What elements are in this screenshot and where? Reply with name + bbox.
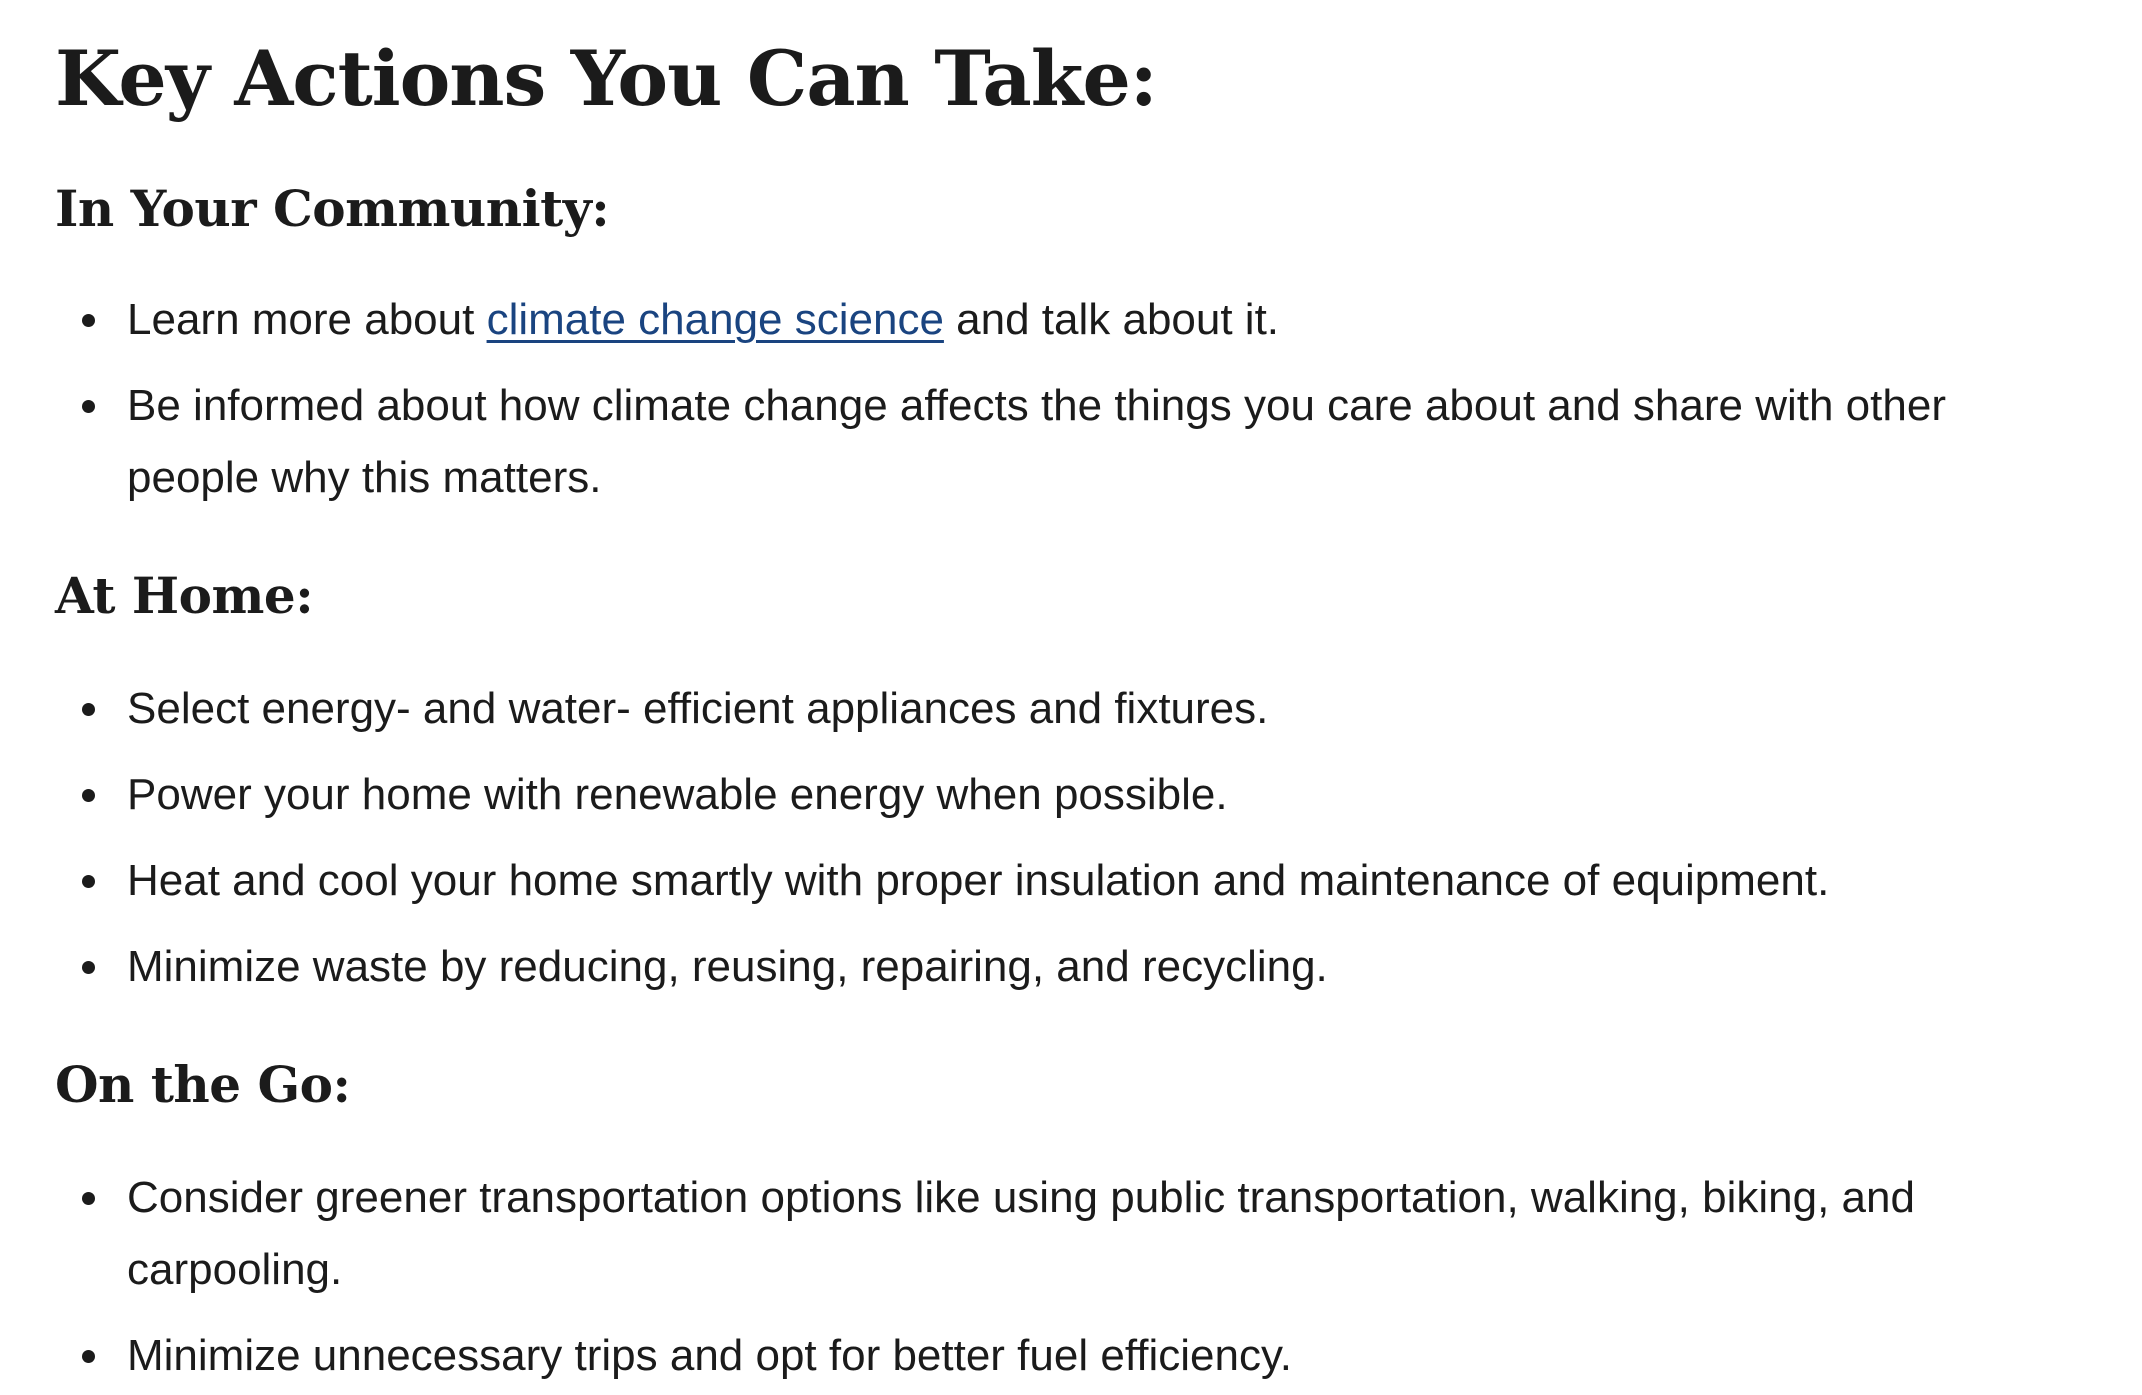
- at-home-list: [55, 673, 2045, 1003]
- community-heading: In Your Community:: [55, 179, 610, 238]
- list-item-text: Minimize unnecessary trips and opt for better fuel efficiency.: [127, 1331, 1292, 1380]
- page-title: Key Actions You Can Take:: [55, 34, 1157, 123]
- bullet-icon: [82, 400, 95, 413]
- list-item: [55, 931, 2045, 1003]
- bullet-icon: [82, 789, 95, 802]
- bullet-icon: [82, 961, 95, 974]
- list-item-text-before: Learn more about: [127, 295, 487, 344]
- list-item: [55, 284, 2045, 356]
- list-item-text: Consider greener transportation options like using public transportation, walking, biking, and carpooling.: [127, 1173, 1915, 1294]
- list-item-text-after: and talk about it.: [943, 295, 1280, 344]
- list-item-text: Minimize waste by reducing, reusing, repairing, and recycling.: [127, 942, 1328, 991]
- list-item: [55, 845, 2045, 917]
- list-item-text: Heat and cool your home smartly with proper insulation and maintenance of equipment.: [127, 856, 1830, 905]
- at-home-heading: At Home:: [55, 566, 314, 625]
- bullet-icon: [82, 1192, 95, 1205]
- list-item: [55, 759, 2045, 831]
- climate-change-science-link[interactable]: climate change science: [486, 295, 944, 344]
- bullet-icon: [82, 1350, 95, 1363]
- community-list: [55, 284, 2045, 514]
- list-item-text: Be informed about how climate change affects the things you care about and share with other people why this matters.: [127, 381, 1946, 502]
- bullet-icon: [82, 875, 95, 888]
- on-the-go-heading: On the Go:: [55, 1055, 351, 1114]
- list-item-text: Select energy- and water- efficient appliances and fixtures.: [127, 684, 1269, 733]
- list-item: [55, 1320, 2045, 1392]
- bullet-icon: [82, 703, 95, 716]
- list-item: [55, 370, 2045, 514]
- on-the-go-list: [55, 1162, 2045, 1392]
- bullet-icon: [82, 314, 95, 327]
- list-item: [55, 1162, 2045, 1306]
- list-item: [55, 673, 2045, 745]
- list-item-text: Power your home with renewable energy when possible.: [127, 770, 1228, 819]
